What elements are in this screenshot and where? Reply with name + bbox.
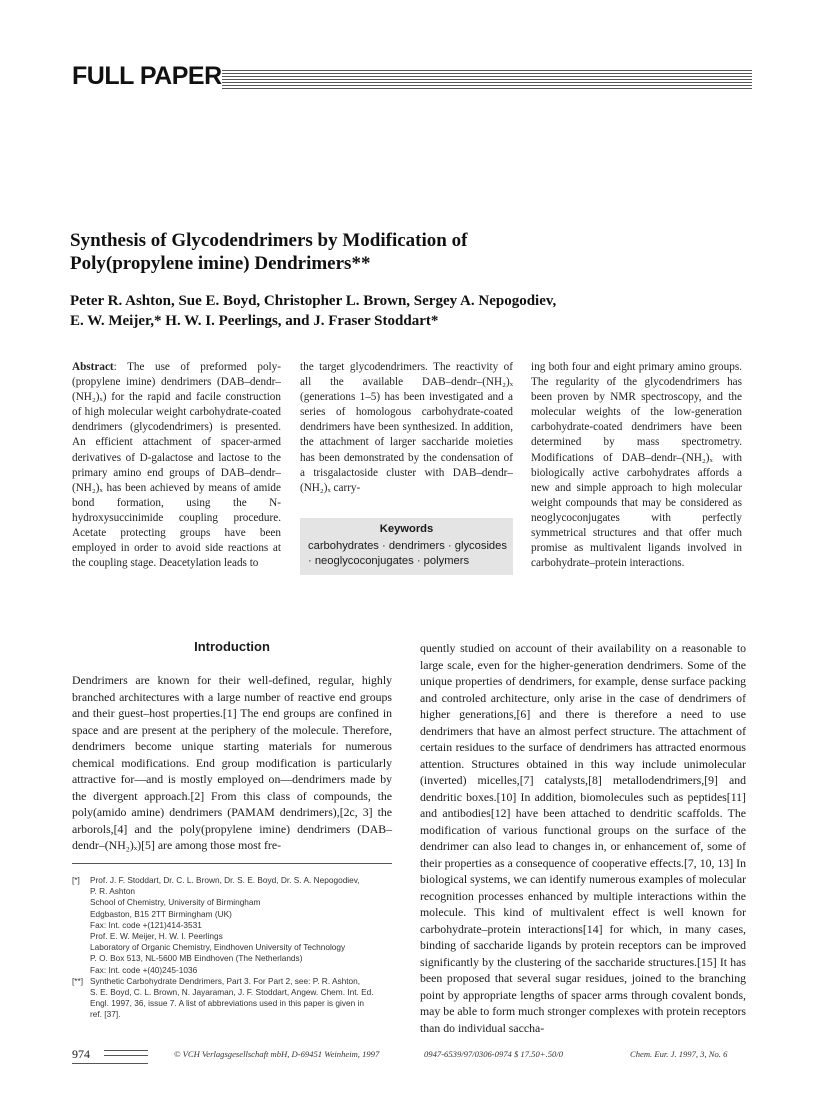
article-title [70,229,750,275]
intro-column-right [420,640,746,1036]
abstract-column-2 [300,360,513,496]
abstract-label: Abstract [72,361,114,373]
footnote-line: Edgbaston, B15 2TT Birmingham (UK) [90,908,232,919]
footer-rule [104,1055,148,1056]
footnotes [72,875,392,1021]
intro-column-left [72,672,392,854]
footnote-line: ref. [37]. [90,1009,121,1020]
keywords-box [300,518,513,575]
footnote-line: Fax: Int. code +(121)414-3531 [90,919,202,930]
abstract-column-1 [72,360,281,571]
keywords-list: carbohydrates · dendrimers · glycosides · neoglycoconjugates · polymers [308,540,507,568]
footer-journal: Chem. Eur. J. 1997, 3, No. 6 [630,1049,728,1059]
abstract-text-3: ing both four and eight primary amino groups. The regularity of the glycodendrimers has been proven by NMR spectroscopy, and the molecular weights of the low-generation carbohydrate-coated dendrimers have been determined by mass spectrometry. Modifications of DAB–dendr–(NH₂)ₓ with biologically active carbohydrates affords a new and simple approach to high molecular weight compounds that may be considered as neoglycoconjugates with perfectly symmetrical structures and that offer much promise as multivalent ligands involved in carbohydrate–protein interactions. [531,361,742,570]
footnote-line: Laboratory of Organic Chemistry, Eindhoven University of Technology [90,942,346,953]
footnote-affiliations [72,875,392,976]
footnote-line: P. O. Box 513, NL-5600 MB Eindhoven (The Netherlands) [90,953,303,964]
footnote-line: School of Chemistry, University of Birmingham [90,897,261,908]
footer-rule [72,1063,148,1064]
author-list [70,291,760,331]
footnote-line: S. E. Boyd, C. L. Brown, N. Jayaraman, J. F. Stoddart, Angew. Chem. Int. Ed. [90,987,374,998]
footnote-line: Prof. J. F. Stoddart, Dr. C. L. Brown, Dr. S. E. Boyd, Dr. S. A. Nepogodiev, [90,875,360,885]
intro-text-left: Dendrimers are known for their well-defined, regular, highly branched architectures with a large number of reactive end groups and their guest–host properties.[1] The end groups are confined in space and are present at the periphery of the molecule. Therefore, dendrimers become unique starting materials for numerous chemical modifications. End group modification is particularly attractive for—and is mostly employed on—dendrimers made by the divergent approach.[2] From this class of compounds, the poly(amido amine) dendrimers (PAMAM dendrimers),[2c, 3] the arborols,[4] and the poly(propylene imine) dendrimers (DAB–dendr–(NH₂)ₓ)[5] are among those most fre- [72,673,392,852]
footnote-mark-1: [*] [72,875,80,885]
footer-code: 0947-6539/97/0306-0974 $ 17.50+.50/0 [424,1049,563,1059]
footer-rule [104,1050,148,1051]
authors-line-1: Peter R. Ashton, Sue E. Boyd, Christopher L. Brown, Sergey A. Nepogodiev, [70,293,557,309]
authors-line-2: E. W. Meijer,* H. W. I. Peerlings, and J. Fraser Stoddart* [70,313,439,329]
footnote-line: Engl. 1997, 36, issue 7. A list of abbreviations used in this paper is given in [90,998,364,1009]
abstract-text-1: : The use of preformed poly-(propylene imine) dendrimers (DAB–dendr–(NH₂)ₓ) for the rapid and facile construction of high molecular weight carbohydrate-coated dendrimers (glycodendrimers) is presented. An efficient attachment of spacer-armed derivatives of D-galactose and lactose to the primary amino end groups of DAB–dendr–(NH₂)ₓ has been achieved by means of amide bond formation, using the N-hydroxysuccinimide coupling procedure. Acetate protecting groups have been employed in order to avoid side reactions at the coupling stage. Deacetylation leads to [72,361,281,570]
title-line-1: Synthesis of Glycodendrimers by Modification of [70,230,468,251]
abstract-text-2: the target glycodendrimers. The reactivity of all the available DAB–dendr–(NH₂)ₓ (generations 1–5) has been investigated and a series of homologous carbohydrate-coated dendrimers have been synthesized. In addition, the attachment of larger saccharide moieties has been demonstrated by the condensation of a trisgalactoside cluster with DAB–dendr–(NH₂)ₓ carry- [300,361,513,494]
footnote-line: Fax: Int. code +(40)245-1036 [90,964,198,975]
section-header: FULL PAPER [72,62,222,90]
footnote-mark-2: [**] [72,975,84,986]
footer-publisher: © VCH Verlagsgesellschaft mbH, D-69451 Weinheim, 1997 [174,1049,380,1059]
footnote-line: Prof. E. W. Meijer, H. W. I. Peerlings [90,931,223,942]
page-number: 974 [72,1047,90,1061]
intro-text-right: quently studied on account of their availability on a reasonable to large scale, even for the higher-generation dendrimers. Some of the unique properties of dendrimers, for example, dense surface packing and controled architecture, only arise in the case of dendrimers of higher generations,[6] and there is therefore a need to use dendrimers that have an almost perfect structure. The attachment of certain residues to the surface of dendrimers has attracted enormous attention. Structures obtained in this way include unimolecular (inverted) micelles,[7] catalysts,[8] metallodendrimers,[9] and dendritic boxes.[10] In addition, biomolecules such as peptides[11] and antibodies[12] have been attached to dendritic scaffolds. The modification of various functional groups on the surface of the dendrimer can also lead to changes in, or enhancement of, some of their properties as a consequence of cooperative effects.[7, 10, 13] In biological systems, we can identify numerous examples of molecular recognition processes enhanced by multiple interactions within the molecule. This kind of multivalent effect is well known for carbohydrate–protein interactions[14] for which, in many cases, binding of saccharide ligands by protein receptors can be improved significantly by the clustering of the saccharide structures.[15] It has been proposed that several sugar residues, joined to the branching point by appropriate lengths of spacer arms through covalent bonds, may be able to form much stronger complexes with protein receptors than do individual saccha- [420,641,746,1035]
introduction-heading: Introduction [194,639,270,654]
footnote-line: Synthetic Carbohydrate Dendrimers, Part 3. For Part 2, see: P. R. Ashton, [90,975,361,986]
footnote-line: P. R. Ashton [90,886,136,897]
footnote-series [72,976,392,1021]
title-line-2: Poly(propylene imine) Dendrimers** [70,253,371,274]
abstract-column-3 [531,360,742,571]
footnote-divider [72,863,392,864]
header-rules [222,66,752,96]
keywords-heading: Keywords [379,523,434,535]
